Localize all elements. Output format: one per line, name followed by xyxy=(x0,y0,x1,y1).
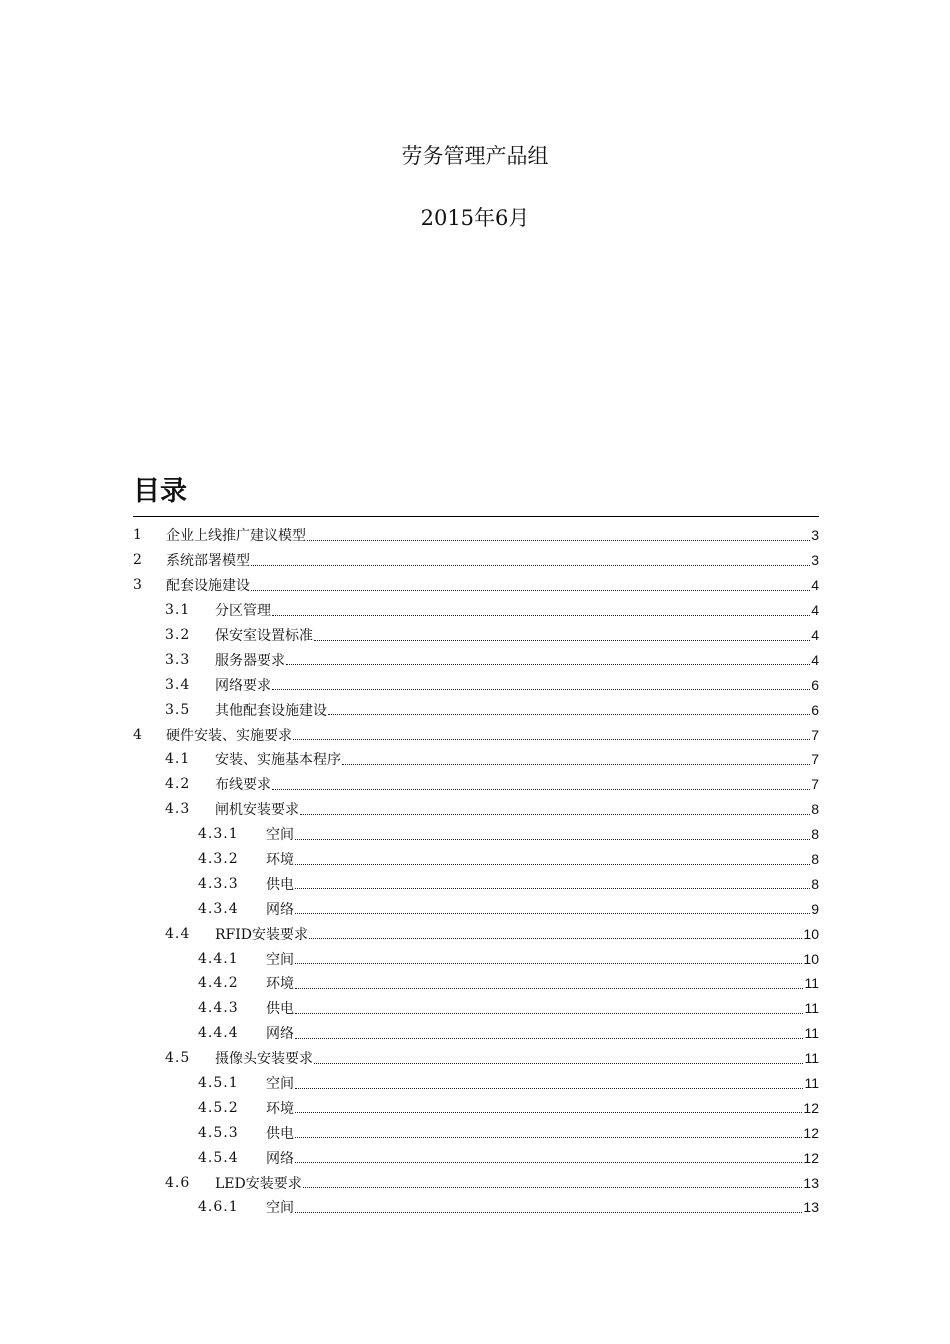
toc-entry[interactable] xyxy=(133,623,819,648)
toc-entry-number: 3.4 xyxy=(165,676,191,693)
toc-entry[interactable] xyxy=(133,871,819,896)
toc-entry-page: 11 xyxy=(804,1050,819,1067)
toc-entry-page: 8 xyxy=(811,826,819,843)
toc-dot-leader xyxy=(295,839,810,840)
toc-entry-title: 其他配套设施建设 xyxy=(215,702,327,719)
toc-dot-leader xyxy=(293,739,810,740)
toc-entry[interactable] xyxy=(133,946,819,971)
toc-entry-page: 8 xyxy=(811,875,819,892)
cover-date: 2015年6月 xyxy=(420,206,530,230)
toc-entry-number: 3 xyxy=(133,577,143,594)
toc-entry-title: 安装、实施基本程序 xyxy=(215,752,341,769)
toc-entry-page: 4 xyxy=(811,577,819,594)
toc-entry-number: 4.4.4 xyxy=(198,1025,239,1042)
toc-entry[interactable] xyxy=(133,573,819,598)
toc-entry-page: 13 xyxy=(803,1199,819,1216)
toc-entry[interactable] xyxy=(133,971,819,996)
toc-entry-page: 13 xyxy=(803,1174,819,1191)
toc-entry-number: 4.4.2 xyxy=(198,975,239,992)
toc-entry-page: 7 xyxy=(811,751,819,768)
toc-entry-title: 网络要求 xyxy=(215,677,271,694)
toc-entry[interactable] xyxy=(133,1170,819,1195)
toc-dot-leader xyxy=(295,1038,803,1039)
toc-entry-title: 企业上线推广建议模型 xyxy=(166,528,306,545)
toc-entry-title: 空间 xyxy=(266,1200,294,1217)
toc-entry[interactable] xyxy=(133,598,819,623)
toc-entry-page: 6 xyxy=(811,701,819,718)
toc-dot-leader xyxy=(295,1112,802,1113)
toc-entry-number: 4.5.1 xyxy=(198,1075,239,1092)
toc-dot-leader xyxy=(295,864,810,865)
toc-entry-title: 空间 xyxy=(266,1076,294,1093)
toc-entry-title: 空间 xyxy=(266,827,294,844)
toc-entry[interactable] xyxy=(133,1095,819,1120)
toc-entry-title: 保安室设置标准 xyxy=(215,628,313,644)
toc-entry-number: 4.5 xyxy=(165,1050,191,1067)
toc-dot-leader xyxy=(295,1137,802,1138)
toc-entry-title: 环境 xyxy=(266,976,294,993)
toc-entry[interactable] xyxy=(133,996,819,1021)
toc-list xyxy=(133,523,819,1220)
toc-dot-leader xyxy=(295,1013,803,1014)
toc-entry-title: RFID安装要求 xyxy=(215,926,309,943)
toc-entry-number: 1 xyxy=(133,527,143,544)
toc-entry[interactable] xyxy=(133,1021,819,1046)
toc-entry-number: 4.5.3 xyxy=(198,1124,239,1141)
toc-entry[interactable] xyxy=(133,1195,819,1220)
toc-dot-leader xyxy=(295,1212,802,1213)
toc-entry-number: 4.3.3 xyxy=(198,875,239,892)
toc-entry-page: 12 xyxy=(803,1149,819,1166)
toc-entry[interactable] xyxy=(133,822,819,847)
toc-entry[interactable] xyxy=(133,1071,819,1096)
toc-entry-page: 11 xyxy=(804,975,819,992)
toc-entry[interactable] xyxy=(133,847,819,872)
toc-dot-leader xyxy=(295,1088,803,1089)
toc-entry-title: 服务器要求 xyxy=(215,652,285,669)
toc-entry-page: 12 xyxy=(803,1124,819,1141)
toc-entry-title: 分区管理 xyxy=(215,603,271,620)
toc-dot-leader xyxy=(309,938,802,939)
toc-entry-title: 网络 xyxy=(266,1026,294,1043)
toc-entry-page: 9 xyxy=(811,900,819,917)
toc-entry-page: 4 xyxy=(811,651,819,668)
toc-entry-number: 4.6 xyxy=(165,1174,191,1191)
toc-entry-title: LED安装要求 xyxy=(215,1175,302,1192)
toc-dot-leader xyxy=(328,714,810,715)
toc-dot-leader xyxy=(295,988,803,989)
cover-organization: 劳务管理产品组 xyxy=(401,144,549,168)
toc-entry-number: 3.5 xyxy=(165,701,191,718)
toc-entry-page: 11 xyxy=(804,1075,819,1092)
toc-entry-title: 闸机安装要求 xyxy=(215,802,299,819)
toc-entry-number: 4.5.2 xyxy=(198,1099,239,1116)
toc-entry-page: 8 xyxy=(811,801,819,818)
toc-entry-page: 12 xyxy=(803,1099,819,1116)
toc-entry-page: 4 xyxy=(811,602,819,619)
toc-entry-title: 环境 xyxy=(266,1100,294,1117)
toc-entry[interactable] xyxy=(133,896,819,921)
toc-divider xyxy=(133,516,819,517)
toc-entry-number: 4 xyxy=(133,726,143,743)
toc-entry-page: 11 xyxy=(804,1025,819,1042)
toc-entry-title: 环境 xyxy=(266,852,294,869)
toc-entry-number: 4.3.4 xyxy=(198,900,239,917)
toc-entry[interactable] xyxy=(133,722,819,747)
toc-dot-leader xyxy=(314,640,810,641)
toc-entry-page: 4 xyxy=(811,627,819,643)
toc-entry[interactable] xyxy=(133,548,819,573)
toc-entry[interactable] xyxy=(133,672,819,697)
toc-entry-title: 配套设施建设 xyxy=(166,578,250,595)
toc-entry-title: 系统部署模型 xyxy=(166,553,250,570)
toc-entry-title: 硬件安装、实施要求 xyxy=(166,727,292,744)
toc-entry-number: 4.4.3 xyxy=(198,1000,239,1017)
toc-entry-number: 3.3 xyxy=(165,651,191,668)
toc-dot-leader xyxy=(303,1187,803,1188)
toc-dot-leader xyxy=(272,615,810,616)
toc-dot-leader xyxy=(272,789,810,790)
toc-entry-title: 网络 xyxy=(266,1150,294,1167)
toc-entry-number: 3.2 xyxy=(165,627,191,643)
toc-entry-number: 2 xyxy=(133,552,143,569)
toc-heading: 目录 xyxy=(133,476,187,507)
toc-dot-leader xyxy=(251,565,810,566)
toc-dot-leader xyxy=(314,1063,803,1064)
toc-entry[interactable] xyxy=(133,647,819,672)
toc-entry-number: 4.6.1 xyxy=(198,1199,239,1216)
toc-entry[interactable] xyxy=(133,1145,819,1170)
toc-dot-leader xyxy=(342,764,810,765)
toc-entry-page: 10 xyxy=(803,950,819,967)
toc-entry-page: 8 xyxy=(811,851,819,868)
toc-entry-number: 3.1 xyxy=(165,602,191,619)
toc-dot-leader xyxy=(295,963,802,964)
toc-entry-page: 10 xyxy=(803,925,819,942)
toc-dot-leader xyxy=(307,540,810,541)
toc-entry-title: 供电 xyxy=(266,1001,294,1018)
toc-entry-number: 4.4 xyxy=(165,925,191,942)
toc-entry[interactable] xyxy=(133,523,819,548)
toc-dot-leader xyxy=(272,689,810,690)
toc-dot-leader xyxy=(295,888,810,889)
toc-entry-title: 网络 xyxy=(266,901,294,918)
toc-entry-title: 布线要求 xyxy=(215,777,271,794)
toc-entry[interactable] xyxy=(133,697,819,722)
toc-entry-number: 4.3.1 xyxy=(198,826,239,843)
toc-entry-number: 4.1 xyxy=(165,751,191,768)
toc-entry-title: 空间 xyxy=(266,951,294,968)
toc-entry-number: 4.4.1 xyxy=(198,950,239,967)
toc-entry[interactable] xyxy=(133,772,819,797)
toc-entry[interactable] xyxy=(133,1046,819,1071)
toc-entry-title: 供电 xyxy=(266,1125,294,1142)
toc-entry[interactable] xyxy=(133,1120,819,1145)
toc-entry-page: 3 xyxy=(811,552,819,569)
toc-dot-leader xyxy=(251,590,810,591)
toc-dot-leader xyxy=(295,1162,802,1163)
toc-entry[interactable] xyxy=(133,747,819,772)
toc-entry-number: 4.3.2 xyxy=(198,851,239,868)
toc-entry-page: 7 xyxy=(811,776,819,793)
toc-entry-page: 3 xyxy=(811,527,819,544)
toc-entry-title: 摄像头安装要求 xyxy=(215,1051,313,1068)
toc-entry-number: 4.5.4 xyxy=(198,1149,239,1166)
toc-dot-leader xyxy=(295,913,810,914)
toc-entry-title: 供电 xyxy=(266,876,294,893)
toc-entry-number: 4.2 xyxy=(165,776,191,793)
toc-entry-page: 11 xyxy=(804,1000,819,1017)
toc-entry[interactable] xyxy=(133,797,819,822)
toc-dot-leader xyxy=(300,814,810,815)
toc-entry-page: 6 xyxy=(811,676,819,693)
toc-entry-page: 7 xyxy=(811,726,819,743)
toc-dot-leader xyxy=(286,664,810,665)
toc-entry-number: 4.3 xyxy=(165,801,191,818)
toc-entry[interactable] xyxy=(133,921,819,946)
